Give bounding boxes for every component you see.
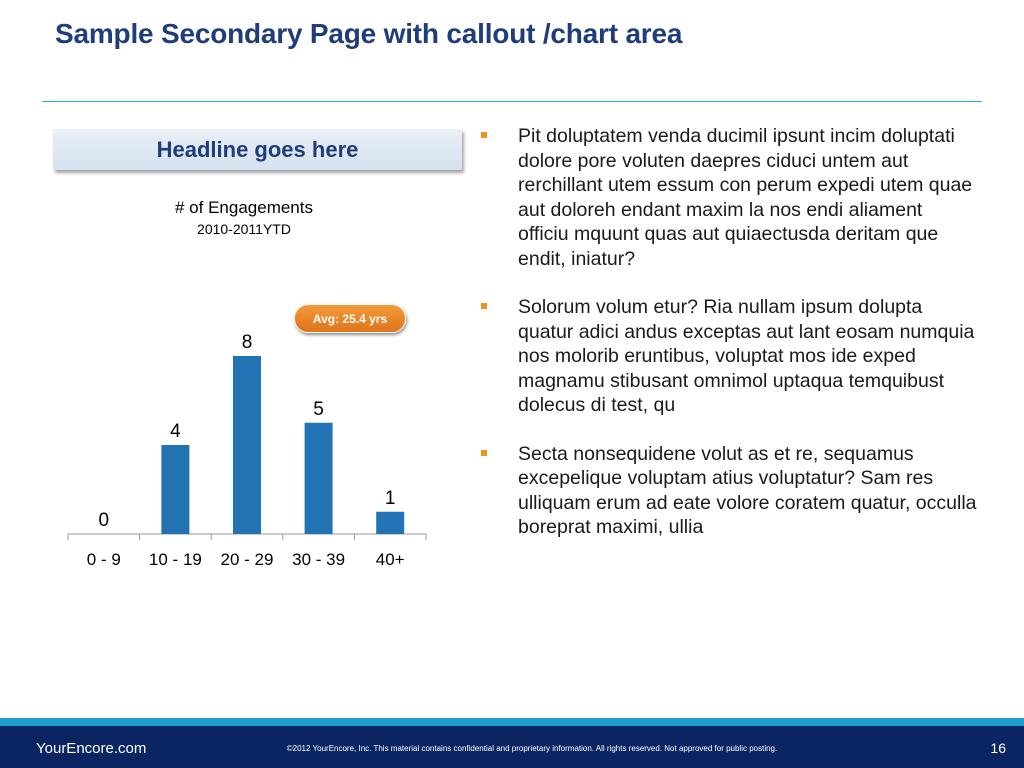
square-bullet-icon	[481, 450, 487, 456]
page-title: Sample Secondary Page with callout /chart area	[55, 18, 683, 49]
footer-legal-notice: ©2012 YourEncore, Inc. This material contains confidential and proprietary information. All rights reserved. Not approved for public posting.	[286, 744, 778, 753]
headline-text: Headline goes here	[156, 136, 359, 162]
bar-3	[305, 423, 333, 534]
bar-1	[161, 445, 189, 534]
data-label-4: 1	[384, 487, 396, 509]
bullet-list	[478, 124, 978, 564]
square-bullet-icon	[481, 132, 487, 138]
data-label-0: 0	[98, 510, 110, 531]
bullet-text: Pit doluptatem venda ducimil ipsunt incim doluptati dolore pore voluten daepres ciduci untem aut rerchillant utem essum con perum expedi utem quae aut doloreh endant maxim la nos endi aliament officiu mquunt quas aut quiaectusda deritam que endit, iniatur?	[518, 125, 973, 270]
bar-2	[233, 356, 261, 534]
x-tick-label-0: 0 - 9	[86, 550, 121, 569]
bullet-item	[478, 442, 978, 540]
bullet-item	[478, 124, 978, 271]
footer-brand: YourEncore.com	[36, 740, 147, 757]
average-callout-text: Avg: 25.4 yrs	[312, 311, 388, 326]
data-label-1: 4	[170, 421, 181, 442]
chart-title: # of Engagements	[175, 198, 313, 217]
x-tick-label-4: 40+	[375, 550, 405, 569]
chart-subtitle: 2010-2011YTD	[197, 221, 291, 237]
bullet-item	[478, 295, 978, 418]
bullet-text: Secta nonsequidene volut as et re, sequamus excepelique voluptam atius voluptatur? Sam res ulliquam erum ad eate volore coratem quatur, occulla boreprat maximi, ullia	[518, 442, 977, 538]
data-label-2: 8	[241, 332, 253, 353]
footer-accent-band	[0, 718, 1024, 726]
page-number: 16	[990, 740, 1006, 756]
x-tick-label-1: 10 - 19	[148, 550, 202, 569]
bullet-text: Solorum volum etur? Ria nullam ipsum dolupta quatur adici andus exceptas aut lant eosam numquia nos molorib eruntibus, voluptat mos ide exped magnamu stibusant omnimol uptaqua temquibust dolecus di test, qu	[518, 296, 975, 416]
x-tick-label-2: 20 - 29	[220, 550, 274, 569]
footer-bar	[0, 726, 1024, 768]
data-label-3: 5	[313, 398, 324, 420]
square-bullet-icon	[481, 303, 487, 309]
average-callout-badge	[294, 304, 406, 333]
bar-4	[376, 512, 404, 534]
x-tick-label-3: 30 - 39	[292, 550, 346, 569]
